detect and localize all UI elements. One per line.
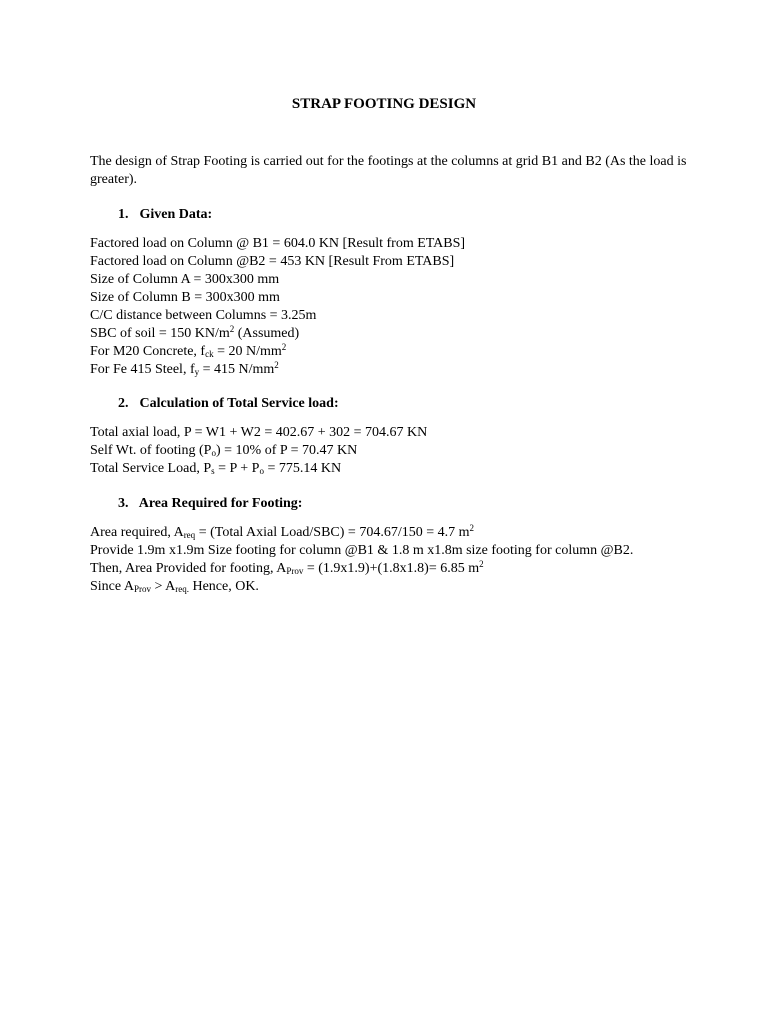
- calc-line: Total Service Load, $P_s = P + P_o = 775.14$ KN: [90, 461, 342, 476]
- page-title: STRAP FOOTING DESIGN: [291, 96, 477, 112]
- calc-line: Self Wt. of footing $(P_o) = 10\%$ of P = 70.47 KN: [90, 443, 358, 458]
- given-data-line: For Fe 415 Steel, $f_y = 415$ $N/mm^2$: [90, 360, 279, 377]
- service-load-block: [90, 424, 730, 478]
- section-3-heading: [118, 495, 302, 513]
- given-data-line: Size of Column A = 300x300 mm: [90, 272, 280, 287]
- area-required-block: [90, 524, 730, 596]
- intro-paragraph: The design of Strap Footing is carried out for the footings at the columns at grid B1 and B2 (As the load is greater).: [90, 154, 687, 187]
- section-1-heading: [118, 206, 212, 224]
- section-number: 2.: [118, 396, 129, 411]
- given-data-line: SBC of soil = 150 $KN/m^2$ (Assumed): [90, 324, 300, 341]
- calc-line: Total axial load, P = W1 + W2 = 402.67 + 302 = 704.67 KN: [90, 425, 428, 440]
- given-data-line: Factored load on Column @B2 = 453 KN [Result From ETABS]: [90, 254, 455, 269]
- calc-line: Area required, $A_{req}$ = (Total Axial Load/SBC) = 704.67/150 = 4.7 $m^2$: [90, 523, 474, 540]
- calc-line: Then, Area Provided for footing, $A_{Prov} = (1.9x1.9)+(1.8x1.8)= 6.85$ $m^2$: [90, 559, 484, 576]
- given-data-block: [90, 235, 730, 379]
- section-title: Given Data:: [139, 207, 213, 222]
- given-data-line: For M20 Concrete, $f_{ck} = 20$ $N/mm^2$: [90, 342, 287, 359]
- calc-line: Since $A_{Prov} > A_{req.}$ Hence, OK.: [90, 579, 259, 594]
- section-number: 3.: [118, 496, 129, 511]
- given-data-line: Factored load on Column @ B1 = 604.0 KN [Result from ETABS]: [90, 236, 466, 251]
- section-number: 1.: [118, 207, 129, 222]
- section-2-heading: [118, 395, 339, 413]
- given-data-line: C/C distance between Columns = 3.25m: [90, 308, 317, 323]
- given-data-line: Size of Column B = 300x300 mm: [90, 290, 280, 305]
- section-title: Calculation of Total Service load:: [139, 396, 339, 411]
- calc-line: Provide 1.9m x1.9m Size footing for column @B1 & 1.8 m x1.8m size footing for column @B2.: [90, 543, 634, 558]
- section-title: Area Required for Footing:: [138, 496, 303, 511]
